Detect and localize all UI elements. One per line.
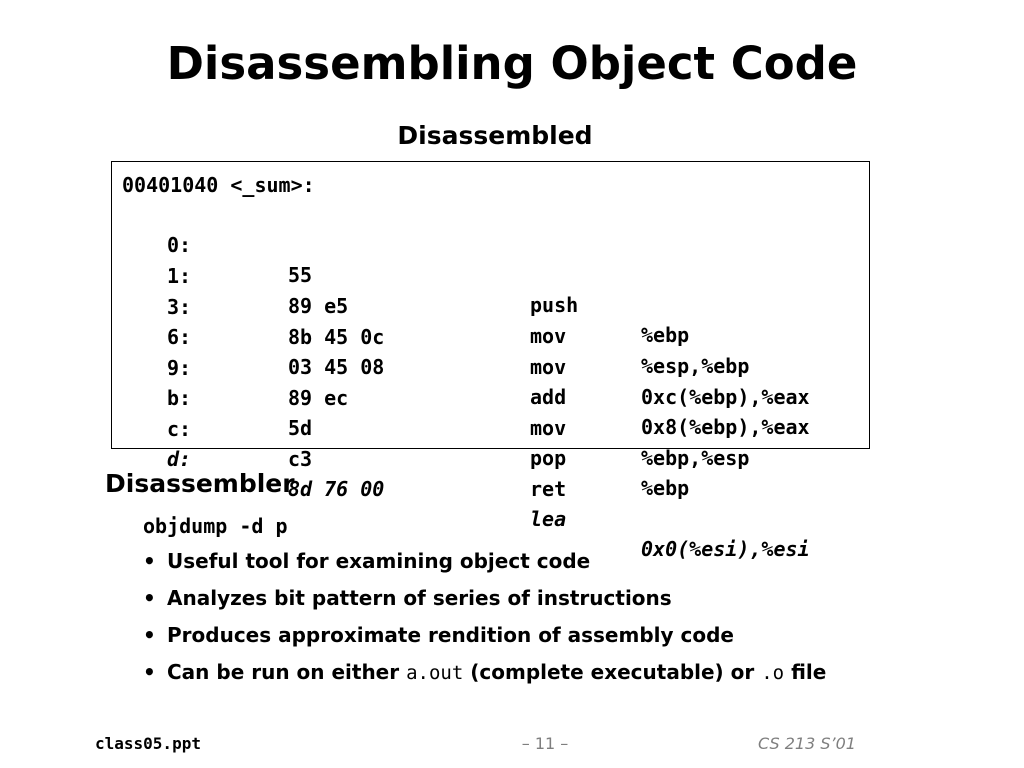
code-operands: %ebp [641,476,690,500]
objdump-command: objdump -d p [143,514,288,538]
code-opcode: pop [530,446,567,470]
footer-filename: class05.ppt [95,734,201,753]
bullet-list [143,546,826,694]
code-bytes: 89 e5 [288,294,349,318]
code-bytes: c3 [288,447,313,471]
code-operands: 0x8(%ebp),%eax [641,415,810,439]
code-offset: 1: [167,264,192,288]
code-opcode: mov [530,324,567,348]
code-opcode: ret [530,477,567,501]
bullet-mark: • [143,586,156,610]
code-offset: d: [167,447,192,471]
bullet-mark: • [143,549,156,573]
code-bytes: 55 [288,263,313,287]
code-operands: 0xc(%ebp),%eax [641,385,810,409]
code-offset: b: [167,386,192,410]
bullet-mark: • [143,660,156,684]
disassembler-heading: Disassembler [105,469,295,498]
bullet-text: Produces approximate rendition of assembly code [167,623,734,647]
code-bytes: 89 ec [288,386,349,410]
code-opcode: add [530,385,567,409]
bullet-item [143,657,826,694]
code-offset: c: [167,417,192,441]
bullet-text: Can be run on either [167,660,407,684]
code-operands: %ebp [641,323,690,347]
bullet-text: Analyzes bit pattern of series of instructions [167,586,672,610]
bullet-item [143,620,826,657]
code-bytes: 8b 45 0c [288,325,385,349]
code-offset: 9: [167,356,192,380]
code-opcode: mov [530,355,567,379]
code-offset: 3: [167,295,192,319]
inline-code-o: .o [761,662,785,684]
bullet-text: (complete executable) or [463,660,762,684]
code-bytes: 5d [288,416,313,440]
bullet-mark: • [143,623,156,647]
bullet-item [143,583,826,620]
bullet-text: file [784,660,827,684]
inline-code-aout: a.out [406,662,464,684]
footer-page-number: – 11 – [521,734,569,753]
bullet-text: Useful tool for examining object code [167,549,591,573]
code-offset: 0: [167,233,192,257]
bullet-item [143,546,826,583]
code-bytes: 8d 76 00 [288,477,385,501]
code-operands: %ebp,%esp [641,446,750,470]
section-heading: Disassembled [397,121,593,150]
slide-title: Disassembling Object Code [166,37,858,90]
code-opcode: lea [530,507,567,531]
code-offset: 6: [167,325,192,349]
code-opcode: mov [530,416,567,440]
function-header: 00401040 <_sum>: [122,173,315,197]
code-opcode: push [530,293,579,317]
code-operands: 0x0(%esi),%esi [641,537,810,561]
footer-course: CS 213 S’01 [758,734,856,753]
code-bytes: 03 45 08 [288,355,385,379]
code-operands: %esp,%ebp [641,354,750,378]
